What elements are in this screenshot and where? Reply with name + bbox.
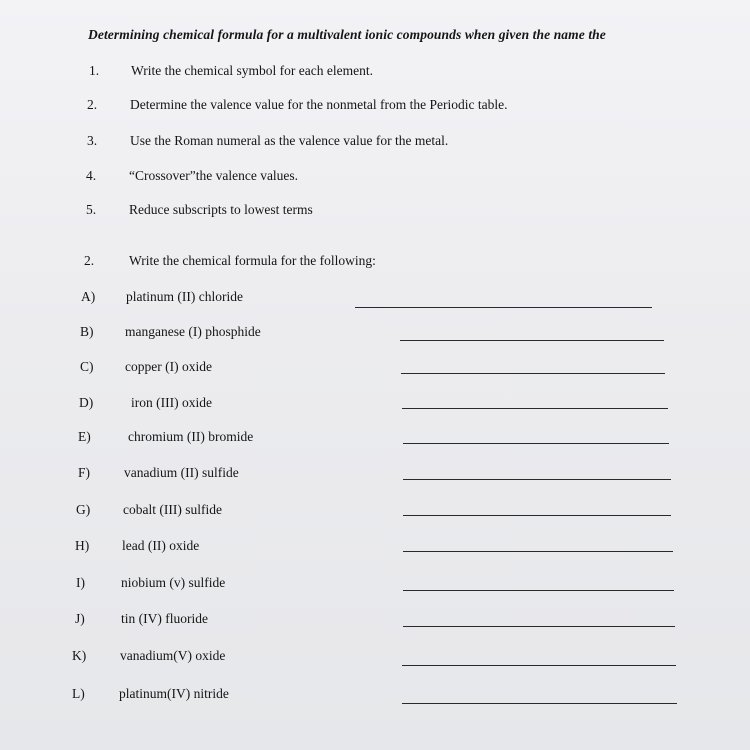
question-letter: C): [80, 359, 94, 374]
question-text: manganese (I) phosphide: [125, 324, 261, 339]
question-letter: B): [80, 324, 94, 339]
step-text: Reduce subscripts to lowest terms: [129, 202, 313, 217]
question-text: platinum(IV) nitride: [119, 686, 229, 701]
answer-line-h[interactable]: [403, 551, 673, 552]
step-text: Write the chemical symbol for each element.: [131, 63, 373, 78]
question-letter: G): [76, 502, 91, 517]
question-text: vanadium (II) sulfide: [124, 465, 239, 480]
answer-line-l[interactable]: [402, 703, 677, 704]
step-number: 4.: [86, 168, 97, 183]
answer-line-k[interactable]: [402, 665, 676, 666]
question-letter: J): [75, 611, 85, 626]
worksheet-title: Determining chemical formula for a multivalent ionic compounds when given the name the: [88, 27, 606, 42]
question-letter: K): [72, 648, 87, 663]
answer-line-j[interactable]: [403, 626, 675, 627]
step-number: 2.: [87, 97, 98, 112]
question-letter: F): [78, 465, 91, 480]
answer-line-e[interactable]: [403, 443, 669, 444]
step-text: Determine the valence value for the nonmetal from the Periodic table.: [130, 97, 508, 112]
step-text: “Crossover”the valence values.: [129, 168, 299, 183]
answer-line-g[interactable]: [403, 515, 671, 516]
question-text: copper (I) oxide: [125, 359, 212, 374]
question-letter: I): [76, 575, 85, 590]
question-text: lead (II) oxide: [122, 538, 200, 553]
step-text: Use the Roman numeral as the valence value for the metal.: [130, 133, 449, 148]
question-letter: E): [78, 429, 91, 444]
question-text: cobalt (III) sulfide: [123, 502, 222, 517]
answer-line-b[interactable]: [400, 340, 664, 341]
answer-line-a[interactable]: [355, 307, 652, 308]
question-letter: H): [75, 538, 90, 553]
step-number: 3.: [87, 133, 98, 148]
section-text: Write the chemical formula for the following:: [129, 253, 376, 268]
answer-line-c[interactable]: [401, 373, 665, 374]
answer-line-i[interactable]: [403, 590, 674, 591]
question-text: platinum (II) chloride: [126, 289, 243, 304]
step-number: 1.: [89, 63, 100, 78]
answer-line-f[interactable]: [403, 479, 671, 480]
question-text: iron (III) oxide: [131, 395, 212, 410]
question-text: vanadium(V) oxide: [120, 648, 226, 663]
question-text: niobium (v) sulfide: [121, 575, 226, 590]
question-text: chromium (II) bromide: [128, 429, 254, 444]
question-letter: A): [81, 289, 96, 304]
section-number: 2.: [84, 253, 95, 268]
answer-line-d[interactable]: [402, 408, 668, 409]
question-text: tin (IV) fluoride: [121, 611, 208, 626]
question-letter: D): [79, 395, 94, 410]
question-letter: L): [72, 686, 85, 701]
step-number: 5.: [86, 202, 97, 217]
